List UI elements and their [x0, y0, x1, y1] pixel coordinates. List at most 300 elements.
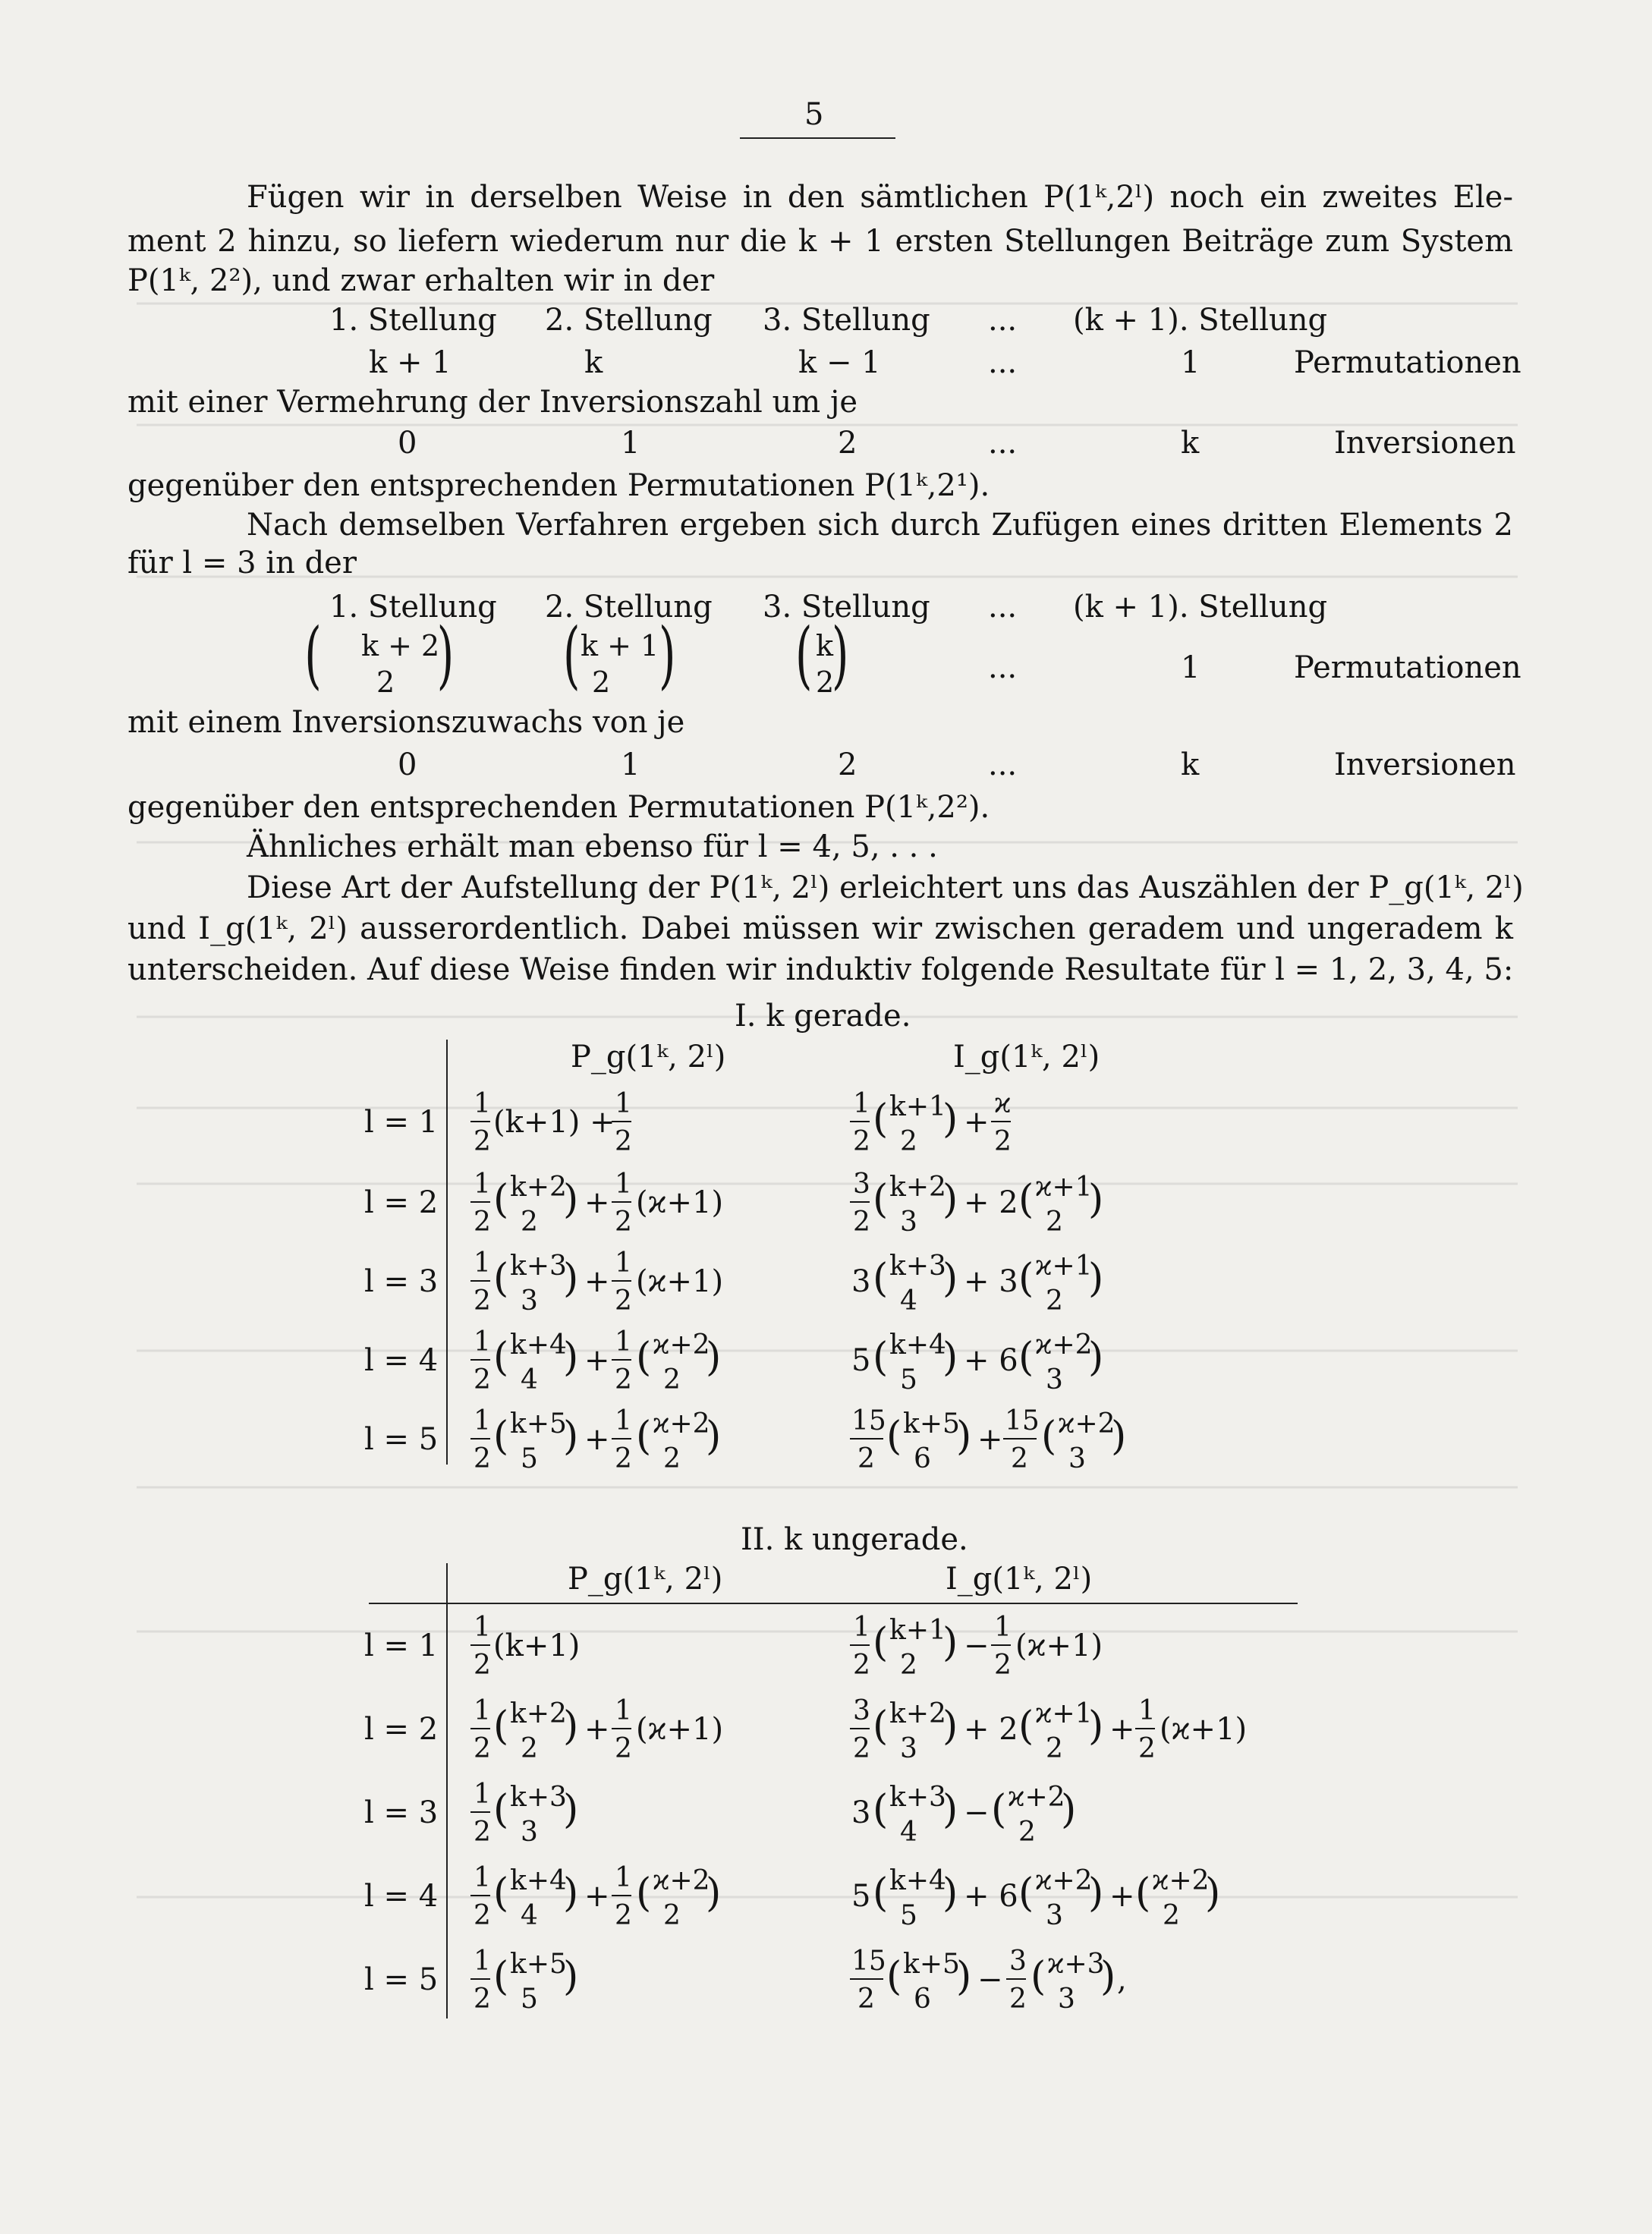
- table-odd-l-1: l = 1: [364, 1628, 439, 1663]
- svg-text:): ): [942, 1256, 958, 1301]
- table-a-position-dots: ...: [988, 303, 1018, 338]
- svg-text:3: 3: [1046, 1900, 1063, 1931]
- svg-text:1: 1: [615, 1405, 632, 1436]
- page-number-rule: [740, 137, 895, 139]
- table-even-l-2: l = 2: [364, 1185, 439, 1220]
- table-b-binomials: [304, 612, 1032, 703]
- table-even-rows: [364, 1088, 1126, 1474]
- svg-text:(ϰ+1): (ϰ+1): [636, 1185, 724, 1220]
- svg-text:1: 1: [853, 1612, 870, 1643]
- svg-text:+: +: [977, 1422, 1003, 1457]
- svg-text:3: 3: [521, 1817, 538, 1848]
- table-a-count-2: k: [584, 345, 603, 380]
- svg-text:2: 2: [615, 1285, 632, 1317]
- para1-line2: ment 2 hinzu, so liefern wiederum nur die k + 1 ersten Stellungen Beiträge zum System: [127, 224, 1513, 259]
- svg-text:): ): [1111, 1414, 1127, 1459]
- svg-text:ϰ+2: ϰ+2: [1035, 1865, 1093, 1896]
- svg-text:(: (: [873, 1704, 889, 1749]
- svg-text:k+5: k+5: [510, 1408, 567, 1440]
- svg-text:1: 1: [615, 1169, 632, 1200]
- svg-text:2: 2: [1163, 1900, 1180, 1931]
- table-a-count-3: k − 1: [798, 345, 881, 380]
- svg-text:): ): [563, 1177, 579, 1222]
- svg-text:+ 3: + 3: [964, 1264, 1018, 1299]
- table-b-position-2: 2. Stellung: [545, 590, 713, 625]
- svg-text:(: (: [1018, 1256, 1034, 1301]
- table-odd-p-2: [470, 1695, 723, 1764]
- table-b-position-1: 1. Stellung: [329, 590, 497, 625]
- table-odd-p-5: [470, 1946, 578, 2015]
- table-even-l-3: l = 3: [364, 1264, 439, 1299]
- table-odd-formulas: [357, 1609, 1298, 2018]
- svg-text:15: 15: [851, 1405, 886, 1436]
- table-b-count-last: 1: [1181, 650, 1200, 685]
- svg-text:k+3: k+3: [889, 1782, 946, 1813]
- svg-text:1: 1: [994, 1612, 1012, 1643]
- svg-text:+ 2: + 2: [964, 1712, 1018, 1747]
- svg-text:2: 2: [474, 1650, 491, 1681]
- svg-text:): ): [563, 1871, 579, 1916]
- svg-text:2: 2: [615, 1364, 632, 1395]
- svg-text:+: +: [964, 1105, 990, 1140]
- table-b-count-2-bottom: 2: [592, 665, 611, 699]
- svg-text:2: 2: [474, 1207, 491, 1238]
- svg-text:(: (: [1031, 1954, 1046, 2000]
- table-even-col2: I_g(1ᵏ, 2ˡ): [953, 1040, 1100, 1075]
- table-even-p-5: [470, 1405, 721, 1474]
- table-b-inc-unit: Inversionen: [1334, 747, 1516, 782]
- table-b-paren: (: [563, 612, 581, 698]
- svg-text:2: 2: [857, 1443, 875, 1474]
- svg-text:(: (: [493, 1871, 509, 1916]
- svg-text:k+4: k+4: [510, 1329, 567, 1361]
- table-a-position-2: 2. Stellung: [545, 303, 713, 338]
- svg-text:1: 1: [474, 1695, 491, 1726]
- svg-text:): ): [563, 1414, 579, 1459]
- svg-text:+: +: [584, 1879, 610, 1914]
- svg-text:1: 1: [474, 1326, 491, 1358]
- svg-text:(: (: [493, 1414, 509, 1459]
- table-b-count-1-bottom: 2: [376, 665, 395, 699]
- svg-text:2: 2: [1018, 1817, 1036, 1848]
- svg-text:(: (: [493, 1256, 509, 1301]
- svg-text:(: (: [991, 1787, 1007, 1833]
- svg-text:(: (: [873, 1256, 889, 1301]
- svg-text:ϰ+2: ϰ+2: [1152, 1865, 1210, 1896]
- table-odd-p-4: [470, 1862, 721, 1931]
- table-a-count-last: 1: [1181, 345, 1200, 380]
- svg-text:): ): [706, 1871, 722, 1916]
- svg-text:): ): [1061, 1787, 1077, 1833]
- svg-text:(ϰ+1): (ϰ+1): [1160, 1712, 1248, 1747]
- table-a-position-1: 1. Stellung: [329, 303, 497, 338]
- svg-text:+ 6: + 6: [964, 1879, 1018, 1914]
- table-b-paren: ): [832, 612, 849, 698]
- table-even-title: I. k gerade.: [735, 999, 911, 1034]
- svg-text:6: 6: [914, 1984, 931, 2015]
- table-b-closing: gegenüber den entsprechenden Permutationen P(1ᵏ,2²).: [127, 790, 990, 825]
- table-even-formulas: [357, 1085, 1282, 1474]
- table-a-inc-2: 1: [621, 426, 640, 461]
- svg-text:2: 2: [1011, 1443, 1028, 1474]
- svg-text:3: 3: [1009, 1946, 1027, 1977]
- table-b-count-3-top: k: [816, 629, 834, 662]
- svg-text:(: (: [1041, 1414, 1057, 1459]
- svg-text:,: ,: [1117, 1962, 1127, 1997]
- svg-text:k+2: k+2: [510, 1172, 567, 1203]
- svg-text:): ): [1088, 1335, 1104, 1380]
- table-odd-i-5: [850, 1946, 1127, 2015]
- svg-text:2: 2: [900, 1126, 917, 1157]
- svg-text:2: 2: [853, 1126, 870, 1157]
- svg-text:ϰ+1: ϰ+1: [1035, 1698, 1093, 1729]
- svg-text:ϰ+3: ϰ+3: [1047, 1949, 1105, 1980]
- table-even-i-3: [851, 1251, 1103, 1317]
- table-a-inc-unit: Inversionen: [1334, 426, 1516, 461]
- table-odd-i-3: [851, 1782, 1076, 1848]
- svg-text:2: 2: [615, 1900, 632, 1931]
- svg-text:3: 3: [1058, 1984, 1075, 2015]
- svg-text:ϰ+2: ϰ+2: [1008, 1782, 1065, 1813]
- svg-text:2: 2: [615, 1733, 632, 1764]
- svg-text:(: (: [493, 1177, 509, 1222]
- svg-text:ϰ+2: ϰ+2: [653, 1865, 710, 1896]
- svg-text:k+3: k+3: [889, 1251, 946, 1282]
- svg-text:): ): [706, 1335, 722, 1380]
- svg-text:2: 2: [853, 1207, 870, 1238]
- svg-text:2: 2: [857, 1984, 875, 2015]
- svg-text:1: 1: [615, 1088, 632, 1119]
- table-odd-i-4: [851, 1865, 1220, 1931]
- svg-text:2: 2: [853, 1650, 870, 1681]
- svg-text:5: 5: [521, 1443, 538, 1474]
- svg-text:1: 1: [615, 1862, 632, 1893]
- svg-text:k+5: k+5: [510, 1949, 567, 1980]
- table-even-i-2: [850, 1169, 1103, 1238]
- table-a-inc-1: 0: [398, 426, 417, 461]
- para2-line2: für l = 3 in der: [127, 546, 357, 581]
- svg-text:ϰ+1: ϰ+1: [1035, 1251, 1093, 1282]
- svg-text:−: −: [964, 1795, 990, 1830]
- svg-text:3: 3: [853, 1169, 870, 1200]
- table-b-position-dots: ...: [988, 590, 1018, 625]
- table-odd-l-2: l = 2: [364, 1712, 439, 1747]
- table-a-increase-label: mit einer Vermehrung der Inversionszahl um je: [127, 385, 858, 420]
- table-odd-i-2: [850, 1695, 1247, 1764]
- svg-text:+: +: [584, 1422, 610, 1457]
- svg-text:3: 3: [853, 1695, 870, 1726]
- table-b-count-dots: ...: [988, 650, 1018, 685]
- svg-text:k+2: k+2: [889, 1698, 946, 1729]
- svg-text:): ): [942, 1097, 958, 1142]
- table-even-p-3: [470, 1248, 723, 1317]
- table-a-inc-last: k: [1181, 426, 1200, 461]
- svg-text:5: 5: [900, 1364, 917, 1395]
- table-a-count-1: k + 1: [369, 345, 452, 380]
- svg-text:3: 3: [900, 1733, 917, 1764]
- svg-text:1: 1: [1138, 1695, 1156, 1726]
- table-even-l-1: l = 1: [364, 1105, 439, 1140]
- svg-text:+: +: [584, 1712, 610, 1747]
- svg-text:15: 15: [1005, 1405, 1040, 1436]
- table-even-p-2: [470, 1169, 723, 1238]
- svg-text:2: 2: [521, 1733, 538, 1764]
- svg-text:(ϰ+1): (ϰ+1): [636, 1264, 724, 1299]
- svg-text:1: 1: [474, 1612, 491, 1643]
- svg-text:2: 2: [474, 1443, 491, 1474]
- svg-text:(: (: [886, 1414, 902, 1459]
- svg-text:1: 1: [474, 1405, 491, 1436]
- table-b-count-3-bottom: 2: [816, 665, 835, 699]
- svg-text:4: 4: [521, 1364, 538, 1395]
- svg-text:2: 2: [615, 1443, 632, 1474]
- svg-text:k+3: k+3: [510, 1782, 567, 1813]
- svg-text:1: 1: [615, 1695, 632, 1726]
- svg-text:1: 1: [474, 1946, 491, 1977]
- svg-text:2: 2: [994, 1126, 1012, 1157]
- svg-text:k+1: k+1: [889, 1091, 946, 1122]
- svg-text:): ): [706, 1414, 722, 1459]
- table-b-position-3: 3. Stellung: [763, 590, 930, 625]
- svg-text:3: 3: [900, 1207, 917, 1238]
- svg-text:5: 5: [521, 1984, 538, 2015]
- svg-text:2: 2: [474, 1285, 491, 1317]
- svg-text:): ): [942, 1704, 958, 1749]
- table-odd-i-1: [850, 1612, 1103, 1681]
- svg-text:): ): [1088, 1704, 1104, 1749]
- svg-text:2: 2: [1138, 1733, 1156, 1764]
- svg-text:4: 4: [521, 1900, 538, 1931]
- svg-text:2: 2: [1046, 1285, 1063, 1317]
- svg-text:(: (: [873, 1620, 889, 1666]
- svg-text:k+1: k+1: [889, 1615, 946, 1646]
- svg-text:(ϰ+1): (ϰ+1): [1015, 1628, 1103, 1663]
- svg-text:ϰ+1: ϰ+1: [1035, 1172, 1093, 1203]
- table-even-col1: P_g(1ᵏ, 2ˡ): [571, 1040, 726, 1075]
- svg-text:+: +: [584, 1264, 610, 1299]
- table-odd-p-3: [470, 1779, 578, 1848]
- svg-text:): ): [956, 1954, 972, 2000]
- table-b-increase-label: mit einem Inversionszuwachs von je: [127, 705, 685, 740]
- svg-text:1: 1: [474, 1248, 491, 1279]
- svg-text:k+2: k+2: [889, 1172, 946, 1203]
- table-a-count-dots: ...: [988, 345, 1018, 380]
- svg-text:2: 2: [474, 1900, 491, 1931]
- svg-text:): ): [563, 1954, 579, 2000]
- svg-text:5: 5: [900, 1900, 917, 1931]
- svg-text:2: 2: [1009, 1984, 1027, 2015]
- svg-text:): ): [563, 1787, 579, 1833]
- table-b-position-last: (k + 1). Stellung: [1073, 590, 1328, 625]
- svg-text:+: +: [1109, 1712, 1135, 1747]
- table-b-inc-3: 2: [838, 747, 857, 782]
- svg-text:3: 3: [851, 1795, 871, 1830]
- svg-text:4: 4: [900, 1817, 917, 1848]
- table-a-position-3: 3. Stellung: [763, 303, 930, 338]
- svg-text:): ): [942, 1335, 958, 1380]
- svg-text:3: 3: [851, 1264, 871, 1299]
- svg-text:k+2: k+2: [510, 1698, 567, 1729]
- para3: Ähnliches erhält man ebenso für l = 4, 5, . . .: [247, 829, 938, 864]
- svg-text:ϰ+2: ϰ+2: [1035, 1329, 1093, 1361]
- svg-text:): ): [1205, 1871, 1221, 1916]
- svg-text:): ): [1088, 1256, 1104, 1301]
- svg-text:3: 3: [1046, 1364, 1063, 1395]
- table-odd-col1: P_g(1ᵏ, 2ˡ): [568, 1562, 723, 1597]
- table-even-p-1: [470, 1088, 632, 1157]
- para1-line1: Fügen wir in derselben Weise in den sämtlichen P(1ᵏ,2ˡ) noch ein zweites Ele-: [247, 180, 1513, 215]
- svg-text:): ): [1088, 1871, 1104, 1916]
- svg-text:ϰ+2: ϰ+2: [653, 1329, 710, 1361]
- svg-text:k+4: k+4: [889, 1865, 946, 1896]
- table-a-position-last: (k + 1). Stellung: [1073, 303, 1328, 338]
- table-b-inc-1: 0: [398, 747, 417, 782]
- para4-line3: unterscheiden. Auf diese Weise finden wir induktiv folgende Resultate für l = 1, 2, 3, 4, 5:: [127, 952, 1514, 987]
- table-odd-l-5: l = 5: [364, 1962, 439, 1997]
- table-b-count-2-top: k + 1: [581, 629, 659, 662]
- svg-text:(: (: [636, 1335, 652, 1380]
- svg-text:): ): [563, 1704, 579, 1749]
- table-odd-l-4: l = 4: [364, 1879, 439, 1914]
- svg-text:): ): [942, 1177, 958, 1222]
- table-a-inc-dots: ...: [988, 426, 1018, 461]
- svg-text:(: (: [1018, 1177, 1034, 1222]
- table-even-i-4: [851, 1329, 1103, 1395]
- svg-text:2: 2: [663, 1900, 681, 1931]
- svg-text:2: 2: [474, 1126, 491, 1157]
- svg-text:(ϰ+1): (ϰ+1): [636, 1712, 724, 1747]
- svg-text:2: 2: [663, 1364, 681, 1395]
- svg-text:): ): [942, 1620, 958, 1666]
- table-odd-title: II. k ungerade.: [741, 1522, 968, 1557]
- svg-text:+ 2: + 2: [964, 1185, 1018, 1220]
- table-b-inc-last: k: [1181, 747, 1200, 782]
- svg-text:k+4: k+4: [510, 1865, 567, 1896]
- svg-text:(: (: [873, 1335, 889, 1380]
- table-b-paren: ): [659, 612, 676, 698]
- svg-text:(: (: [873, 1787, 889, 1833]
- table-a-inc-3: 2: [838, 426, 857, 461]
- svg-text:1: 1: [474, 1088, 491, 1119]
- svg-text:ϰ+2: ϰ+2: [1058, 1408, 1115, 1440]
- svg-text:2: 2: [474, 1733, 491, 1764]
- svg-text:(: (: [873, 1177, 889, 1222]
- table-even-l-5: l = 5: [364, 1422, 439, 1457]
- svg-text:k+5: k+5: [903, 1408, 960, 1440]
- svg-text:+: +: [1109, 1879, 1135, 1914]
- table-even-p-4: [470, 1326, 721, 1395]
- svg-text:ϰ: ϰ: [994, 1088, 1012, 1119]
- svg-text:k+4: k+4: [889, 1329, 946, 1361]
- svg-text:1: 1: [474, 1779, 491, 1810]
- svg-text:2: 2: [474, 1984, 491, 2015]
- svg-text:k+5: k+5: [903, 1949, 960, 1980]
- svg-text:2: 2: [615, 1126, 632, 1157]
- svg-text:(: (: [873, 1097, 889, 1142]
- svg-text:(: (: [636, 1871, 652, 1916]
- table-even-i-5: [850, 1405, 1126, 1474]
- svg-text:2: 2: [474, 1364, 491, 1395]
- svg-text:(: (: [1018, 1335, 1034, 1380]
- para4-line2: und I_g(1ᵏ, 2ˡ) ausserordentlich. Dabei müssen wir zwischen geradem und ungeradem k: [127, 911, 1513, 946]
- page-number: 5: [804, 97, 824, 132]
- table-a-count-unit: Permutationen: [1294, 345, 1521, 380]
- svg-text:+: +: [584, 1185, 610, 1220]
- table-b-count-unit: Permutationen: [1294, 650, 1521, 685]
- svg-text:(: (: [636, 1414, 652, 1459]
- svg-text:3: 3: [521, 1285, 538, 1317]
- svg-text:(: (: [1135, 1871, 1151, 1916]
- svg-text:2: 2: [994, 1650, 1012, 1681]
- table-odd-rows: [364, 1612, 1247, 2015]
- svg-text:4: 4: [900, 1285, 917, 1317]
- svg-text:3: 3: [1068, 1443, 1086, 1474]
- svg-text:): ): [1088, 1177, 1104, 1222]
- para2-line1: Nach demselben Verfahren ergeben sich durch Zufügen eines dritten Elements 2: [247, 508, 1513, 543]
- svg-text:): ): [942, 1787, 958, 1833]
- svg-text:1: 1: [853, 1088, 870, 1119]
- svg-text:−: −: [977, 1962, 1003, 1997]
- svg-text:1: 1: [474, 1169, 491, 1200]
- svg-text:(: (: [493, 1704, 509, 1749]
- svg-text:(: (: [493, 1787, 509, 1833]
- svg-text:1: 1: [474, 1862, 491, 1893]
- table-even-l-4: l = 4: [364, 1343, 439, 1378]
- svg-text:(: (: [493, 1954, 509, 2000]
- svg-text:(k+1) +: (k+1) +: [493, 1105, 615, 1140]
- svg-text:ϰ+2: ϰ+2: [653, 1408, 710, 1440]
- svg-text:+: +: [584, 1343, 610, 1378]
- svg-text:(: (: [493, 1335, 509, 1380]
- svg-text:5: 5: [851, 1343, 871, 1378]
- svg-text:1: 1: [615, 1326, 632, 1358]
- svg-text:(: (: [1018, 1704, 1034, 1749]
- svg-text:2: 2: [1046, 1733, 1063, 1764]
- table-b-paren: (: [795, 612, 813, 698]
- svg-text:(k+1): (k+1): [493, 1628, 581, 1663]
- table-b-count-1-top: k + 2: [361, 629, 440, 662]
- svg-text:(: (: [886, 1954, 902, 2000]
- table-even-i-1: [850, 1088, 1012, 1157]
- table-odd-p-1: [470, 1612, 580, 1681]
- svg-text:15: 15: [851, 1946, 886, 1977]
- para4-line1: Diese Art der Aufstellung der P(1ᵏ, 2ˡ) erleichtert uns das Auszählen der P_g(1ᵏ, 2ˡ): [247, 870, 1524, 905]
- svg-text:2: 2: [1046, 1207, 1063, 1238]
- table-odd-col2: I_g(1ᵏ, 2ˡ): [946, 1562, 1093, 1597]
- table-b-paren: (: [304, 612, 322, 698]
- svg-text:1: 1: [615, 1248, 632, 1279]
- svg-text:): ): [956, 1414, 972, 1459]
- svg-text:(: (: [1018, 1871, 1034, 1916]
- svg-text:2: 2: [663, 1443, 681, 1474]
- svg-text:2: 2: [615, 1207, 632, 1238]
- table-odd-l-3: l = 3: [364, 1795, 439, 1830]
- svg-text:5: 5: [851, 1879, 871, 1914]
- svg-text:): ): [563, 1256, 579, 1301]
- table-b-inc-dots: ...: [988, 747, 1018, 782]
- svg-text:k+3: k+3: [510, 1251, 567, 1282]
- para1-line3: P(1ᵏ, 2²), und zwar erhalten wir in der: [127, 263, 715, 298]
- svg-text:+ 6: + 6: [964, 1343, 1018, 1378]
- svg-text:): ): [1100, 1954, 1116, 2000]
- svg-text:2: 2: [474, 1817, 491, 1848]
- svg-text:): ): [942, 1871, 958, 1916]
- table-b-inc-2: 1: [621, 747, 640, 782]
- table-a-closing: gegenüber den entsprechenden Permutationen P(1ᵏ,2¹).: [127, 468, 990, 503]
- svg-text:2: 2: [853, 1733, 870, 1764]
- svg-text:(: (: [873, 1871, 889, 1916]
- svg-text:): ): [563, 1335, 579, 1380]
